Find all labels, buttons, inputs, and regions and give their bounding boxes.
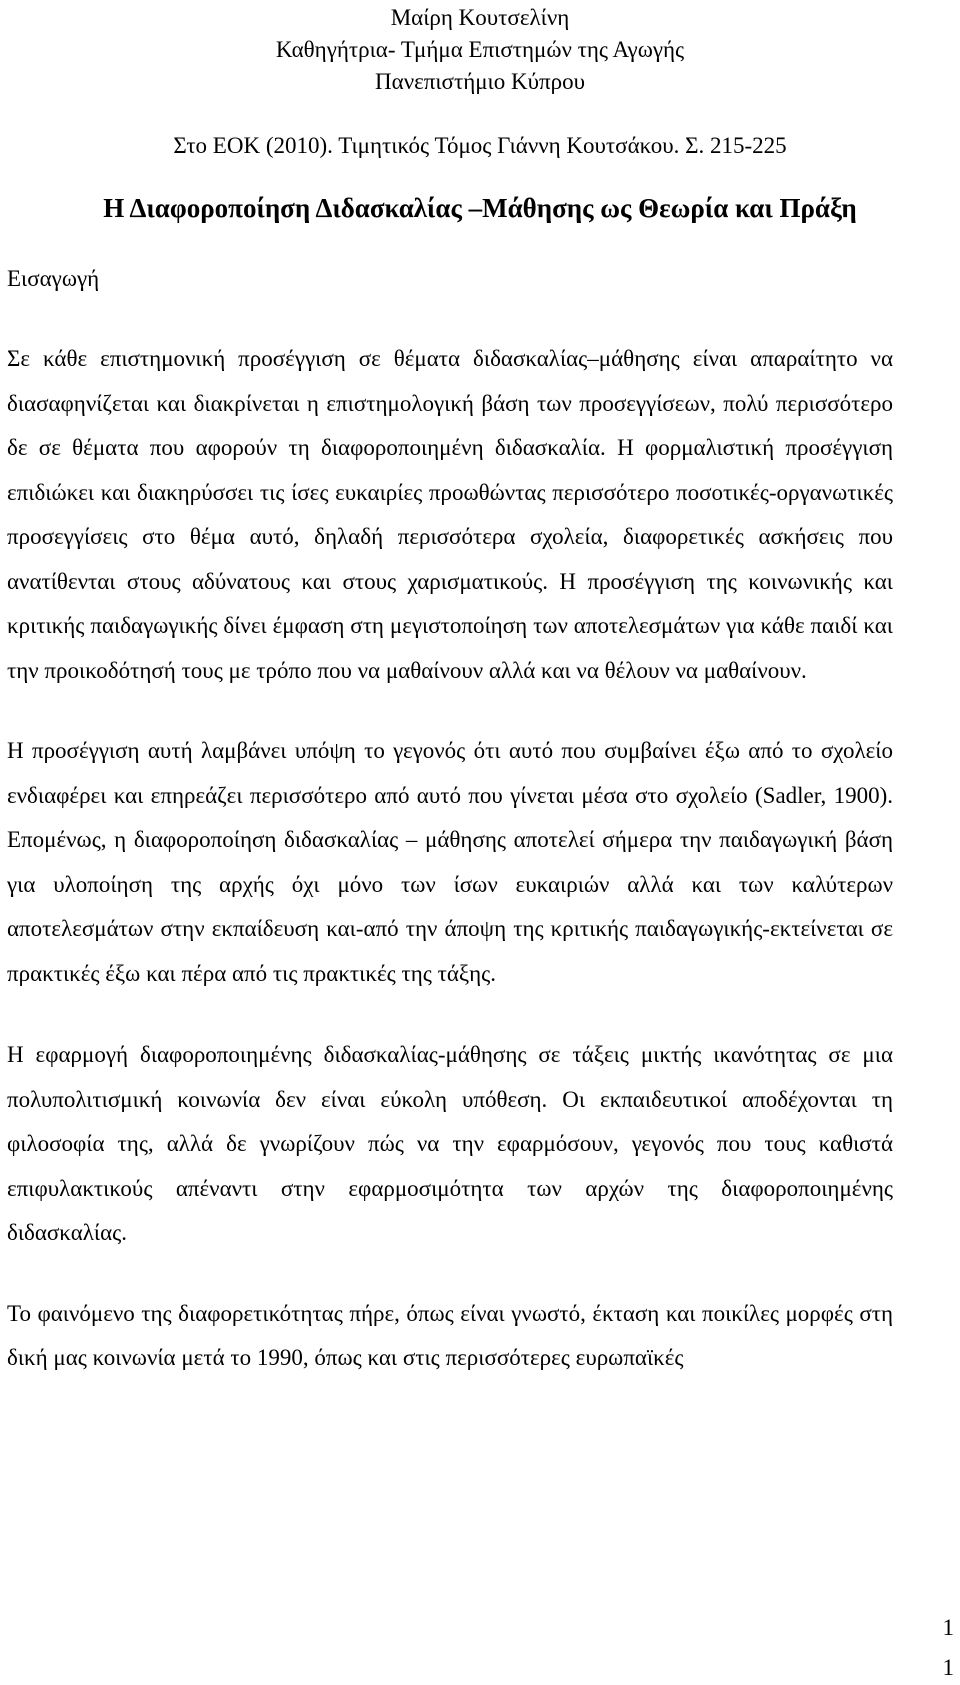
author-institution: Πανεπιστήμιο Κύπρου [375,69,585,94]
paragraph-1: Σε κάθε επιστημονική προσέγγιση σε θέματα διδασκαλίας–μάθησης είναι απαραίτητο να διασαφηνίζεται και διακρίνεται η επιστημολογική βάση των προσεγγίσεων, πολύ περισσότερο δε σε θέματα που αφορούν τη διαφοροποιημένη διδασκαλία. Η φορμαλιστική προσέγγιση επιδιώκει και διακηρύσσει τις ίσες ευκαιρίες προωθώντας περισσότερο ποσοτικές-οργανωτικές προσεγγίσεις στο θέμα αυτό, δηλαδή περισσότερα σχολεία, διαφορετικές ασκήσεις που ανατίθενται στους αδύνατους και στους χαρισματικούς. Η προσέγγιση της κοινωνικής και κριτικής παιδαγωγικής δίνει έμφαση στη μεγιστοποίηση των αποτελεσμάτων για κάθε παιδί και την προικοδότησή τους με τρόπο που να μαθαίνουν αλλά και να θέλουν να μαθαίνουν. [7,346,893,683]
author-header [0,2,960,98]
citation-line: Στο ΕΟΚ (2010). Τιμητικός Τόμος Γιάννη Κουτσάκου. Σ. 215-225 [173,133,787,158]
page-number: 1 [942,1615,954,1640]
paragraph-4: Το φαινόμενο της διαφορετικότητας πήρε, όπως είναι γνωστό, έκταση και ποικίλες μορφές στη δική μας κοινωνία μετά το 1990, όπως και στις περισσότερες ευρωπαϊκές [7,1300,893,1370]
paragraph-3: Η εφαρμογή διαφοροποιημένης διδασκαλίας-μάθησης σε τάξεις μικτής ικανότητας σε μια πολυπολιτισμική κοινωνία δεν είναι εύκολη υπόθεση. Οι εκπαιδευτικοί αποδέχονται τη φιλοσοφία της, αλλά δε γνωρίζουν πώς να την εφαρμόσουν, γεγονός που τους καθιστά επιφυλακτικούς απέναντι στην εφαρμοσιμότητα των αρχών της διαφοροποιημένης διδασκαλίας. [7,1042,893,1245]
author-name: Μαίρη Κουτσελίνη [390,5,570,30]
page-number-repeat: 1 [942,1655,954,1680]
author-position: Καθηγήτρια- Τμήμα Επιστημών της Αγωγής [275,37,685,62]
paragraph-2: Η προσέγγιση αυτή λαμβάνει υπόψη το γεγονός ότι αυτό που συμβαίνει έξω από το σχολείο ενδιαφέρει και επηρεάζει περισσότερο από αυτό που γίνεται μέσα στο σχολείο (Sadler, 1900). Επομένως, η διαφοροποίηση διδασκαλίας – μάθησης αποτελεί σήμερα την παιδαγωγική βάση για υλοποίηση της αρχής όχι μόνο των ίσων ευκαιριών αλλά και των καλύτερων αποτελεσμάτων στην εκπαίδευση και-από την άποψη της κριτικής παιδαγωγικής-εκτείνεται σε πρακτικές έξω και πέρα από τις πρακτικές της τάξης. [7,738,893,986]
document-title: Η Διαφοροποίηση Διδασκαλίας –Μάθησης ως Θεωρία και Πράξη [103,193,857,223]
section-heading-introduction: Εισαγωγή [7,266,100,291]
